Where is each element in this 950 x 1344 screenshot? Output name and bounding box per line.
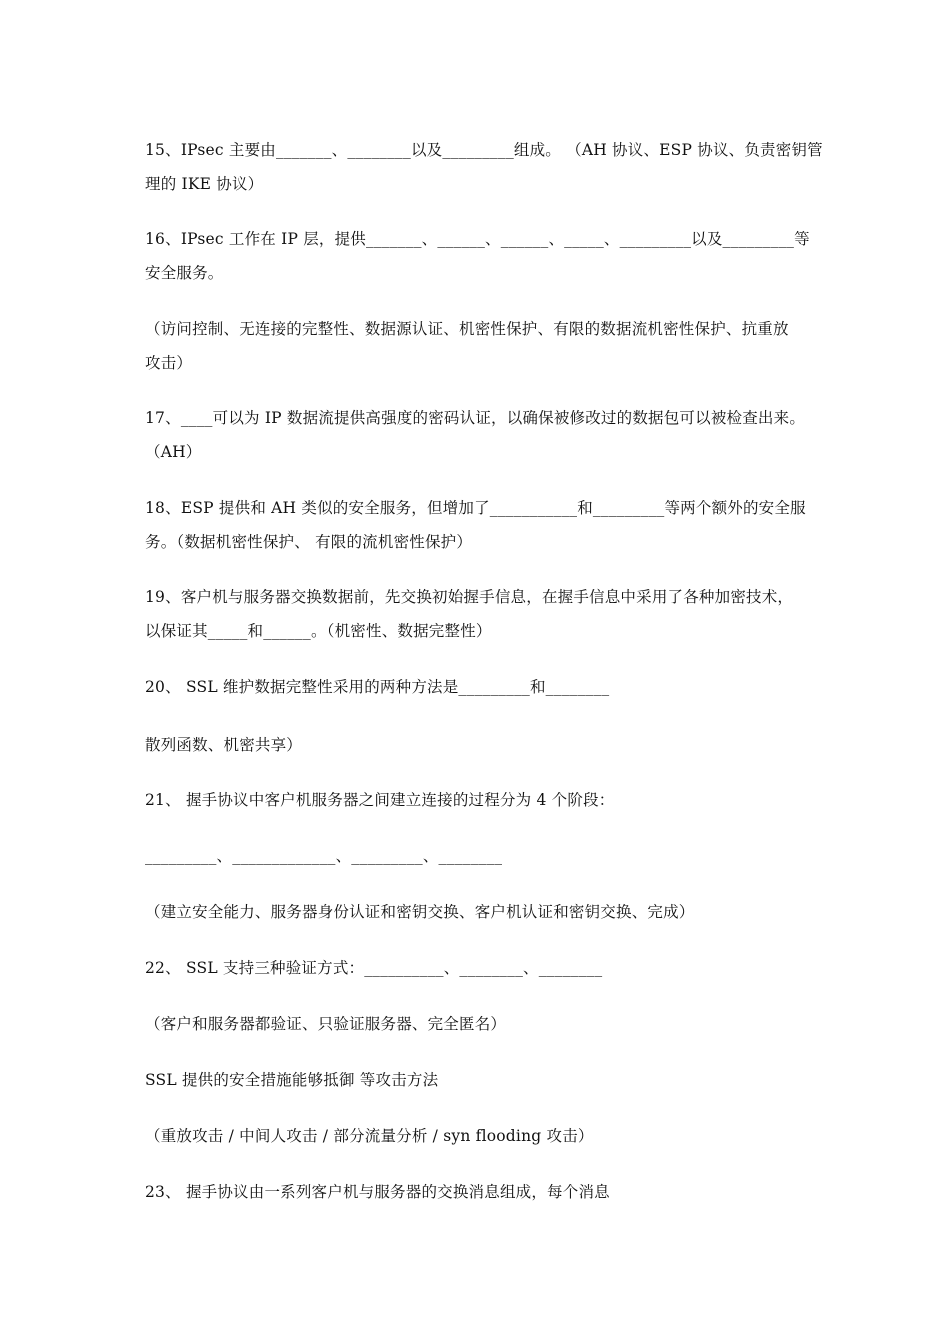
q20-answer: 散列函数、机密共享） <box>145 736 303 754</box>
q16-answer-line-1: （访问控制、无连接的完整性、数据源认证、机密性保护、有限的数据流机密性保护、抗重放 <box>145 320 789 338</box>
ssl-defense-line: SSL 提供的安全措施能够抵御 等攻击方法 <box>145 1071 439 1089</box>
q19-line-2: 以保证其_____和______。（机密性、数据完整性） <box>145 622 492 640</box>
q18-line-2: 务。（数据机密性保护、 有限的流机密性保护） <box>145 533 473 551</box>
q15-line-2: 理的 IKE 协议） <box>145 175 264 193</box>
q19-line-1: 19、客户机与服务器交换数据前，先交换初始握手信息，在握手信息中采用了各种加密技术， <box>145 588 794 606</box>
q18-line-1: 18、ESP 提供和 AH 类似的安全服务，但增加了___________和_________等两个额外的安全服 <box>145 499 806 517</box>
q17-answer: （AH） <box>145 443 202 461</box>
q22-answer: （客户和服务器都验证、只验证服务器、完全匿名） <box>145 1015 507 1033</box>
ssl-defense-answer: （重放攻击 / 中间人攻击 / 部分流量分析 / syn flooding 攻击） <box>145 1127 594 1145</box>
q16-line-2: 安全服务。 <box>145 264 224 282</box>
q16-answer-line-2: 攻击） <box>145 354 193 372</box>
q15-line-1: 15、IPsec 主要由_______、________以及_________组成。 （AH 协议、ESP 协议、负责密钥管 <box>145 141 823 159</box>
q21-line: 21、 握手协议中客户机服务器之间建立连接的过程分为 4 个阶段： <box>145 791 615 809</box>
q17-line-1: 17、____可以为 IP 数据流提供高强度的密码认证，以确保被修改过的数据包可以被检查出来。 <box>145 409 806 427</box>
q23-line: 23、 握手协议由一系列客户机与服务器的交换消息组成，每个消息 <box>145 1183 610 1201</box>
q16-line-1: 16、IPsec 工作在 IP 层，提供_______、______、______、_____、_________以及_________等 <box>145 230 810 248</box>
q21-answer: （建立安全能力、服务器身份认证和密钥交换、客户机认证和密钥交换、完成） <box>145 903 695 921</box>
q21-blanks: _________、_____________、_________、________ <box>145 847 503 865</box>
q22-line: 22、 SSL 支持三种验证方式：__________、________、________ <box>145 959 603 977</box>
q20-line: 20、 SSL 维护数据完整性采用的两种方法是_________和________ <box>145 678 610 696</box>
